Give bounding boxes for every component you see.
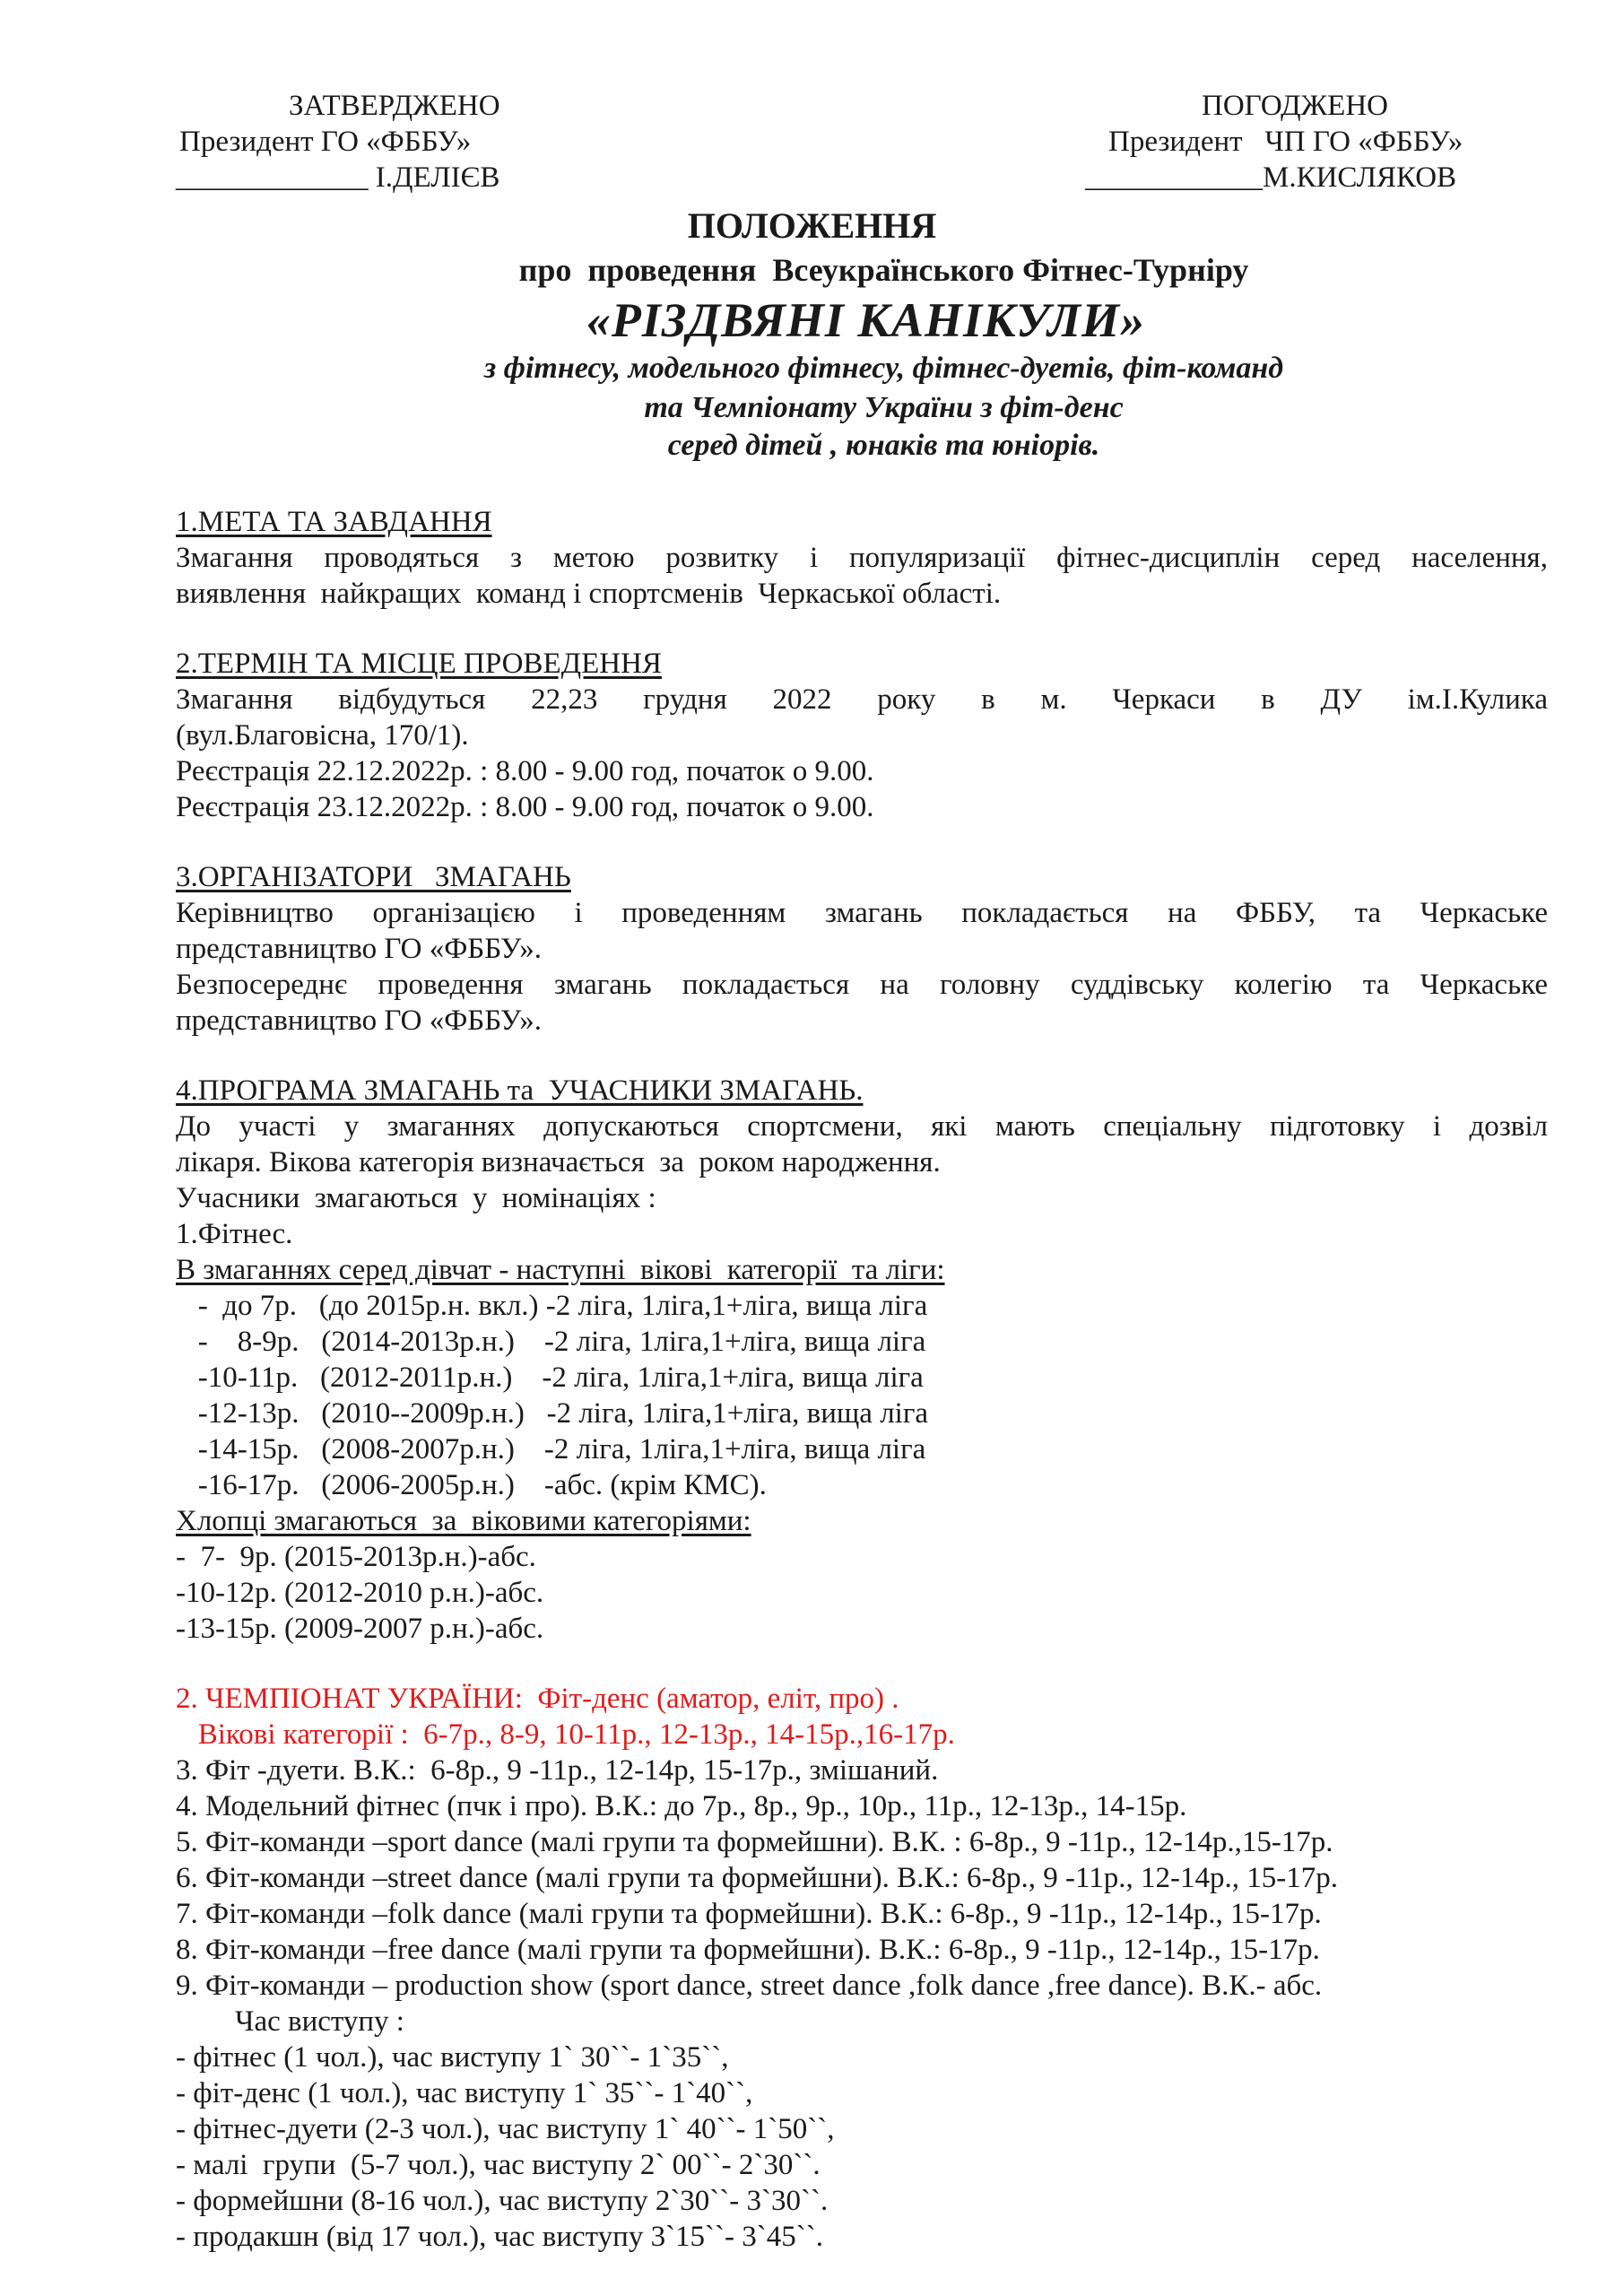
agreed-label: ПОГОДЖЕНО (1202, 90, 1389, 122)
doc-desc-line: та Чемпіонату України з фіт-денс (644, 391, 1124, 424)
body-line: Реєстрація 23.12.2022р. : 8.00 - 9.00 год, початок о 9.00. (176, 791, 874, 823)
body-line: виявлення найкращих команд і спортсменів Черкаської області. (176, 578, 1002, 610)
nomination-line: 6. Фіт-команди –street dance (малі групи та формейшни). В.К.: 6-8р., 9 -11р., 12-14р., 15-17р. (176, 1862, 1339, 1894)
nomination-line: 5. Фіт-команди –sport dance (малі групи та формейшни). В.К. : 6-8р., 9 -11р., 12-14р.,15-17р. (176, 1826, 1333, 1858)
body-line: Змагання проводяться з метою розвитку і популяризації фітнес-дисциплін серед населення, (176, 542, 1548, 574)
championship-line: 2. ЧЕМПІОНАТ УКРАЇНИ: Фіт-денс (аматор, еліт, про) . (176, 1683, 899, 1715)
championship-ages: Вікові категорії : 6-7р., 8-9, 10-11р., 12-13р., 14-15р.,16-17р. (176, 1718, 955, 1751)
event-name: «РІЗДВЯНІ КАНІКУЛИ» (586, 293, 1146, 347)
girls-category: -16-17р. (2006-2005р.н.) -абс. (крім КМС). (176, 1469, 767, 1501)
boys-category: - 7- 9р. (2015-2013р.н.)-абс. (176, 1541, 536, 1573)
nomination-line: 9. Фіт-команди – production show (sport dance, street dance ,folk dance ,free dance). В.К.- абс. (176, 1970, 1323, 2002)
approved-label: ЗАТВЕРДЖЕНО (289, 90, 500, 122)
body-line: Реєстрація 22.12.2022р. : 8.00 - 9.00 год, початок о 9.00. (176, 755, 874, 787)
body-line: представництво ГО «ФББУ». (176, 1004, 543, 1037)
boys-category: -10-12р. (2012-2010 р.н.)-абс. (176, 1577, 544, 1609)
nomination-line: 4. Модельний фітнес (пчк і про). В.К.: до 7р., 8р., 9р., 10р., 11р., 12-13р., 14-15р. (176, 1790, 1187, 1822)
performance-time: - продакшн (від 17 чол.), час виступу 3`15``- 3`45``. (176, 2221, 823, 2253)
body-line: До участі у змаганнях допускаються спортсмени, які мають спеціальну підготовку і дозвіл (176, 1110, 1548, 1143)
girls-categories-title: В змаганнях серед дівчат - наступні вікові категорії та ліги: (176, 1254, 945, 1286)
girls-category: -12-13р. (2010--2009р.н.) -2 ліга, 1ліга,1+ліга, вища ліга (176, 1397, 929, 1430)
girls-category: -10-11р. (2012-2011р.н.) -2 ліга, 1ліга,1+ліга, вища ліга (176, 1361, 924, 1394)
body-line: Керівництво організацією і проведенням змагань покладається на ФББУ, та Черкаське (176, 897, 1548, 929)
approved-signature: _____________ І.ДЕЛІЄВ (176, 161, 500, 194)
performance-time: - формейшни (8-16 чол.), час виступу 2`30``- 3`30``. (176, 2185, 829, 2217)
body-line: лікаря. Вікова категорія визначається за роком народження. (176, 1146, 941, 1178)
performance-time: - фіт-денс (1 чол.), час виступу 1` 35``- 1`40``, (176, 2077, 753, 2109)
performance-time: - фітнес (1 чол.), час виступу 1` 30``- 1`35``, (176, 2041, 729, 2074)
body-line: Учасники змагаються у номінаціях : (176, 1182, 656, 1214)
boys-category: -13-15р. (2009-2007 р.н.)-абс. (176, 1613, 544, 1645)
performance-time: - фітнес-дуети (2-3 чол.), час виступу 1` 40``- 1`50``, (176, 2113, 835, 2145)
section-title: 2.ТЕРМІН ТА МІСЦЕ ПРОВЕДЕННЯ (176, 648, 662, 680)
doc-desc-line: з фітнесу, модельного фітнесу, фітнес-дуетів, фіт-команд (483, 352, 1284, 385)
nomination-line: 8. Фіт-команди –free dance (малі групи та формейшни). В.К.: 6-8р., 9 -11р., 12-14р., 15-17р. (176, 1934, 1320, 1966)
doc-desc-line: серед дітей , юнаків та юніорів. (667, 429, 1100, 462)
body-line: представництво ГО «ФББУ». (176, 933, 543, 965)
girls-category: - 8-9р. (2014-2013р.н.) -2 ліга, 1ліга,1+ліга, вища ліга (176, 1326, 926, 1358)
body-line: 1.Фітнес. (176, 1218, 293, 1250)
nomination-line: 7. Фіт-команди –folk dance (малі групи та формейшни). В.К.: 6-8р., 9 -11р., 12-14р., 15-17р. (176, 1898, 1322, 1930)
girls-category: -14-15р. (2008-2007р.н.) -2 ліга, 1ліга,1+ліга, вища ліга (176, 1433, 926, 1465)
agreed-role: Президент ЧП ГО «ФББУ» (1108, 126, 1463, 158)
boys-categories-title: Хлопці змагаються за віковими категоріями: (176, 1505, 751, 1537)
section-title: 3.ОРГАНІЗАТОРИ ЗМАГАНЬ (176, 861, 571, 893)
performance-time-title: Час виступу : (176, 2005, 404, 2038)
section-title: 1.МЕТА ТА ЗАВДАННЯ (176, 506, 492, 538)
nomination-line: 3. Фіт -дуети. В.К.: 6-8р., 9 -11р., 12-14р, 15-17р., змішаний. (176, 1754, 939, 1787)
body-line: Змагання відбудуться 22,23 грудня 2022 року в м. Черкаси в ДУ ім.І.Кулика (176, 683, 1548, 716)
doc-title: ПОЛОЖЕННЯ (687, 205, 937, 246)
body-line: Безпосереднє проведення змагань покладається на головну суддівську колегію та Черкаське (176, 969, 1548, 1001)
approved-role: Президент ГО «ФББУ» (179, 126, 472, 158)
performance-time: - малі групи (5-7 чол.), час виступу 2` 00``- 2`30``. (176, 2149, 821, 2181)
agreed-signature: ____________М.КИСЛЯКОВ (1085, 161, 1457, 194)
girls-category: - до 7р. (до 2015р.н. вкл.) -2 ліга, 1ліга,1+ліга, вища ліга (176, 1290, 928, 1322)
body-line: (вул.Благовісна, 170/1). (176, 719, 469, 752)
section-title: 4.ПРОГРАМА ЗМАГАНЬ та УЧАСНИКИ ЗМАГАНЬ. (176, 1074, 864, 1107)
doc-subtitle: про проведення Всеукраїнського Фітнес-Турніру (518, 252, 1249, 288)
